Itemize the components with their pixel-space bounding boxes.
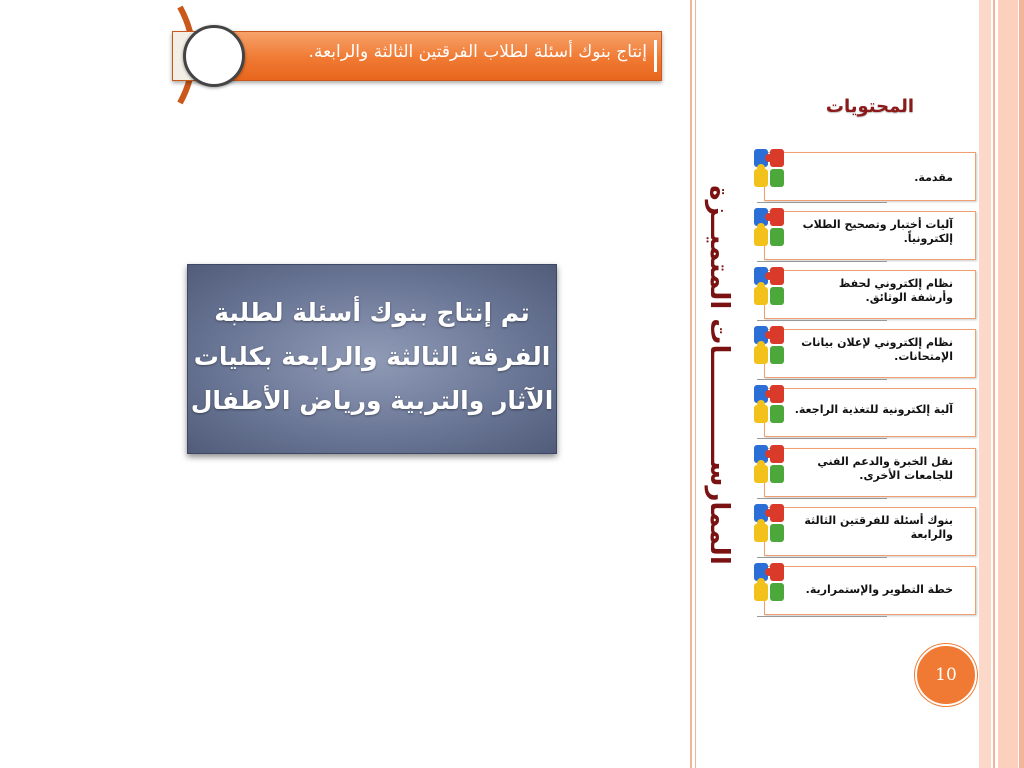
divider	[757, 498, 887, 499]
content-line: الآثار والتربية ورياض الأطفال	[190, 386, 554, 415]
puzzle-icon	[752, 265, 786, 309]
contents-item-label: مقدمة.	[914, 171, 953, 184]
page-number: 10	[915, 644, 977, 706]
contents-item-label: بنوك أسئلة للفرقتين الثالثة والرابعة	[804, 514, 953, 541]
contents-item-label: نظام إلكتروني لحفظ وأرشفة الوثائق.	[838, 277, 953, 304]
contents-item[interactable]	[764, 211, 976, 260]
divider	[757, 379, 887, 380]
puzzle-icon	[752, 443, 786, 487]
puzzle-icon	[752, 206, 786, 250]
contents-item[interactable]	[764, 507, 976, 556]
vertical-title-text: الممارســــــــــــات المتميــزة	[704, 185, 734, 565]
content-text	[188, 291, 556, 423]
decorative-stripe	[979, 0, 991, 768]
contents-item[interactable]	[764, 448, 976, 497]
content-box	[187, 264, 557, 454]
decorative-stripe	[998, 0, 1018, 768]
decorative-stripe	[1019, 0, 1024, 768]
puzzle-icon	[752, 561, 786, 605]
contents-item-label: نقل الخبرة والدعم الفني للجامعات الأخرى.	[817, 455, 953, 482]
vertical-title	[691, 50, 751, 700]
title-circle	[183, 25, 245, 87]
decorative-stripe	[993, 0, 995, 768]
contents-item-label: آليات أختبار وتصحيح الطلاب إلكترونياً.	[802, 218, 953, 245]
contents-item[interactable]	[764, 270, 976, 319]
content-line: تم إنتاج بنوك أسئلة لطلبة	[214, 298, 530, 327]
contents-item-label: نظام إلكتروني لإعلان بيانات الإمتحانات.	[801, 336, 953, 363]
slide-title: إنتاج بنوك أسئلة لطلاب الفرقتين الثالثة والرابعة.	[308, 42, 647, 62]
puzzle-icon	[752, 502, 786, 546]
divider	[757, 320, 887, 321]
contents-item-label: خطة التطوير والإستمرارية.	[805, 583, 953, 596]
title-banner	[172, 31, 662, 81]
contents-heading: المحتويات	[825, 96, 915, 117]
contents-item[interactable]	[764, 388, 976, 437]
divider	[757, 261, 887, 262]
divider	[757, 438, 887, 439]
puzzle-icon	[752, 147, 786, 191]
contents-item-label: آلية إلكترونية للتغذية الراجعة.	[794, 403, 953, 416]
puzzle-icon	[752, 324, 786, 368]
divider	[757, 557, 887, 558]
contents-item[interactable]	[764, 152, 976, 201]
banner-right-bar	[654, 40, 657, 72]
contents-item[interactable]	[764, 329, 976, 378]
contents-item[interactable]	[764, 566, 976, 615]
divider	[757, 616, 887, 617]
divider	[757, 202, 887, 203]
puzzle-icon	[752, 383, 786, 427]
content-line: الفرقة الثالثة والرابعة بكليات	[193, 342, 551, 371]
